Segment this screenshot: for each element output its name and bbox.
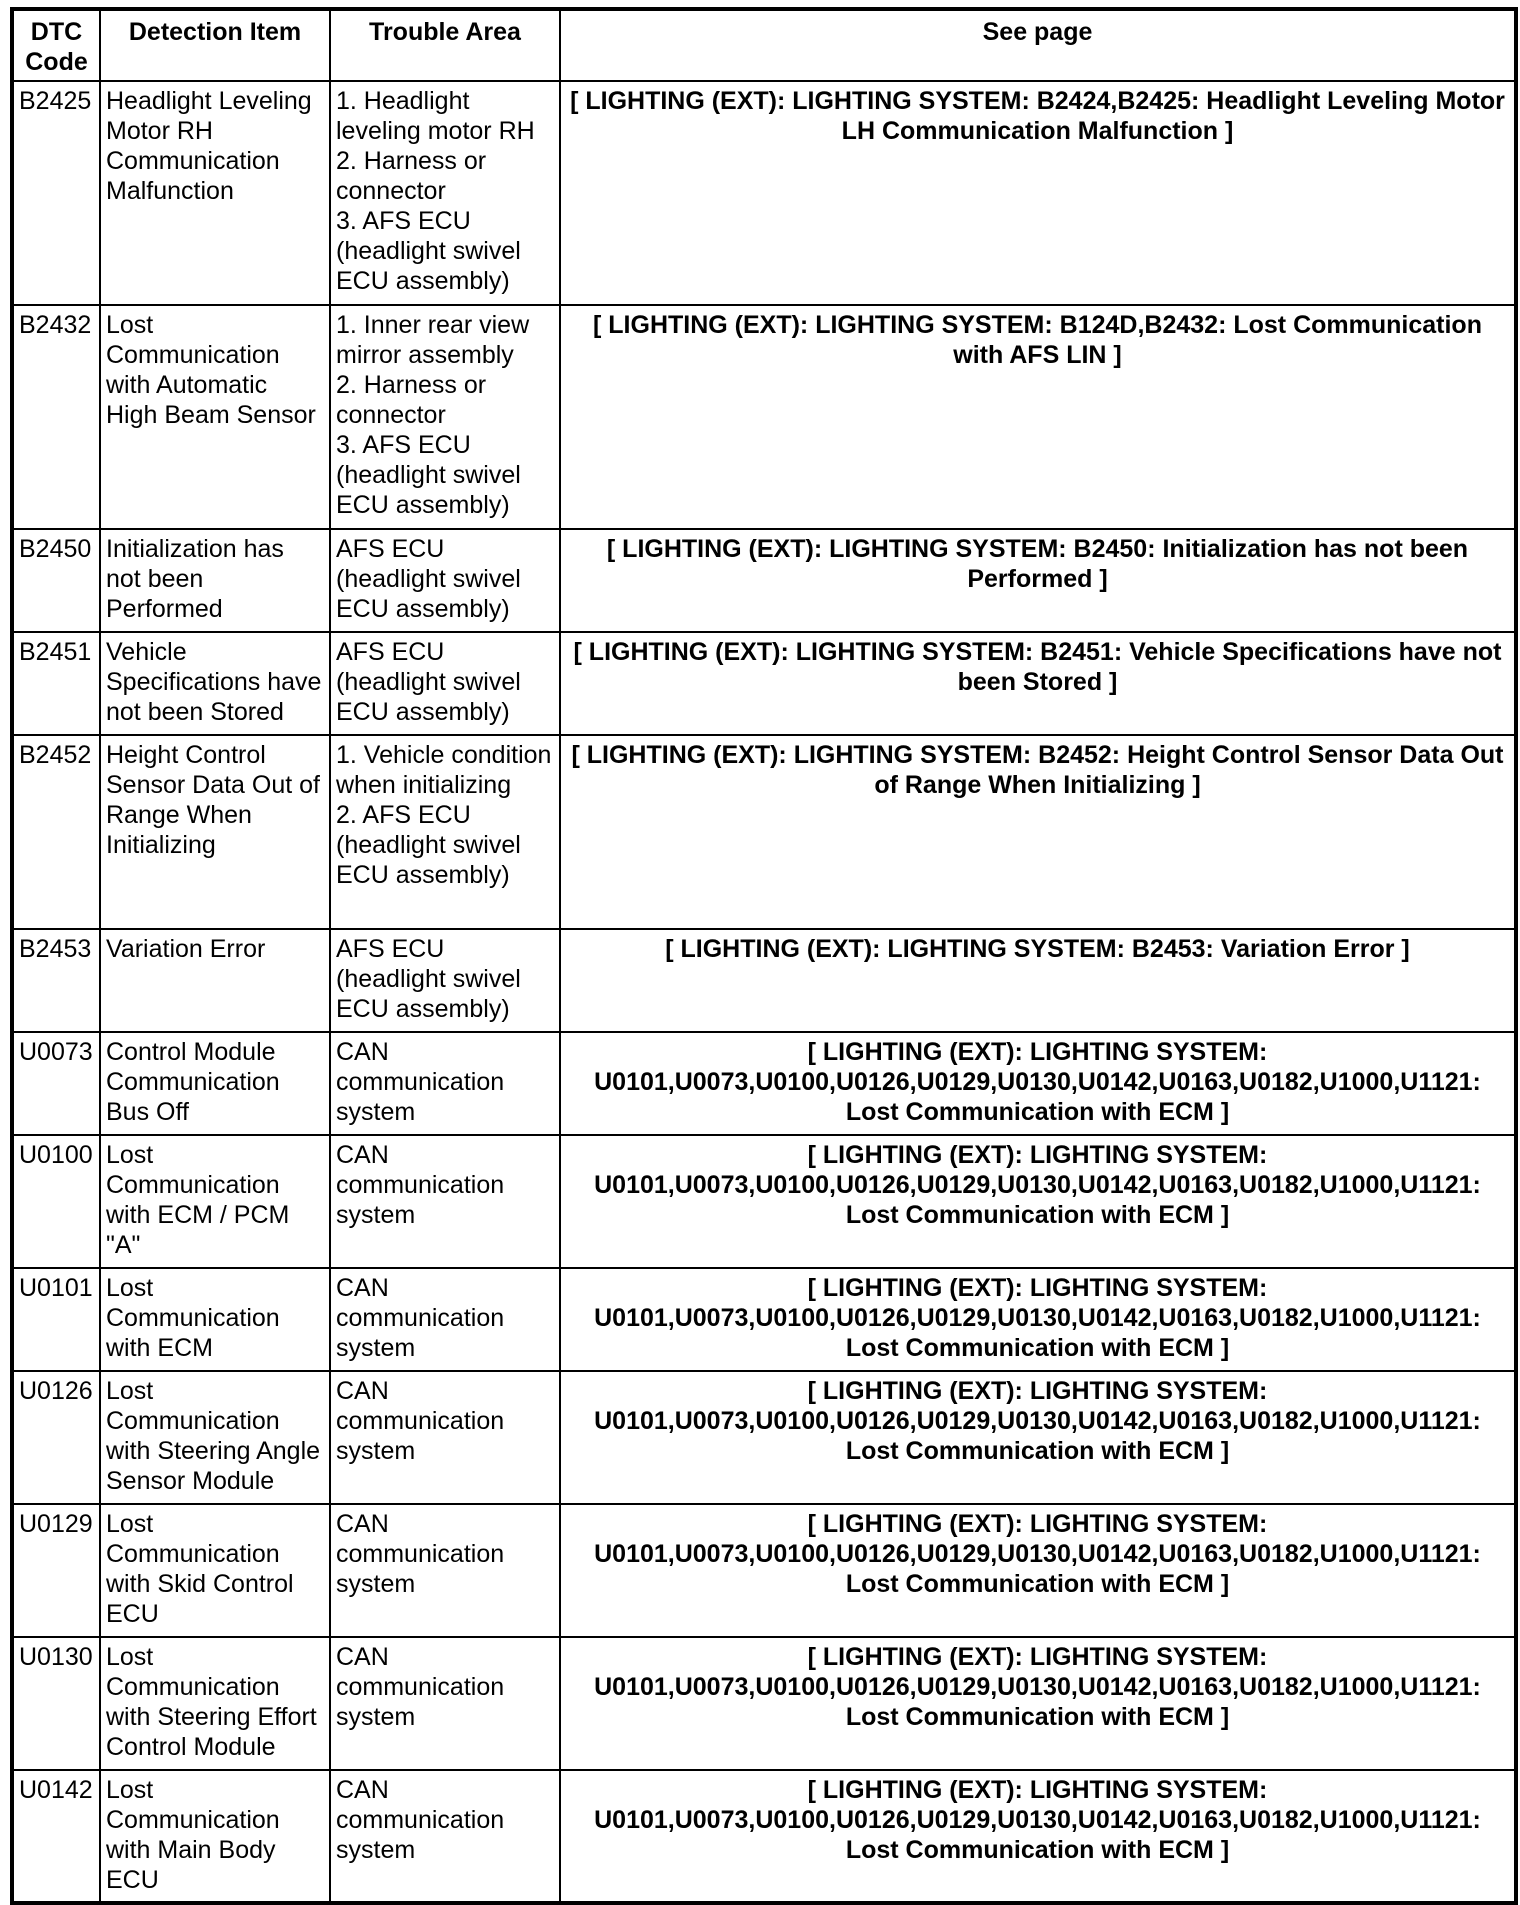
trouble-area-line: 1. Inner rear view mirror assembly bbox=[336, 311, 530, 369]
trouble-area-line: 2. Harness or connector bbox=[336, 371, 487, 429]
trouble-area-cell bbox=[330, 81, 560, 305]
table-body bbox=[12, 81, 1516, 1903]
see-page-link[interactable]: [ LIGHTING (EXT): LIGHTING SYSTEM: U0101,U0073,U0100,U0126,U0129,U0130,U0142,U0163,U0182,U1000,U1121: Lost Communication with ECM ] bbox=[560, 1032, 1516, 1135]
table-row bbox=[12, 305, 1516, 529]
see-page-link[interactable]: [ LIGHTING (EXT): LIGHTING SYSTEM: U0101,U0073,U0100,U0126,U0129,U0130,U0142,U0163,U0182,U1000,U1121: Lost Communication with ECM ] bbox=[560, 1135, 1516, 1268]
trouble-area-cell bbox=[330, 1268, 560, 1371]
dtc-table bbox=[10, 7, 1518, 1905]
detection-item-cell: Lost Communication with ECM / PCM "A" bbox=[100, 1135, 330, 1268]
table-row bbox=[12, 1637, 1516, 1770]
detection-item-cell: Lost Communication with Steering Effort Control Module bbox=[100, 1637, 330, 1770]
table-row bbox=[12, 929, 1516, 1032]
trouble-area-line: 1. Headlight leveling motor RH bbox=[336, 87, 535, 145]
dtc-code-cell: B2453 bbox=[12, 929, 100, 1032]
trouble-area-line: CAN communication system bbox=[336, 1643, 505, 1731]
detection-item-cell: Lost Communication with Main Body ECU bbox=[100, 1770, 330, 1903]
table-row bbox=[12, 735, 1516, 929]
see-page-link[interactable]: [ LIGHTING (EXT): LIGHTING SYSTEM: U0101,U0073,U0100,U0126,U0129,U0130,U0142,U0163,U0182,U1000,U1121: Lost Communication with ECM ] bbox=[560, 1371, 1516, 1504]
trouble-area-cell bbox=[330, 1371, 560, 1504]
see-page-link[interactable]: [ LIGHTING (EXT): LIGHTING SYSTEM: U0101,U0073,U0100,U0126,U0129,U0130,U0142,U0163,U0182,U1000,U1121: Lost Communication with ECM ] bbox=[560, 1637, 1516, 1770]
see-page-link[interactable]: [ LIGHTING (EXT): LIGHTING SYSTEM: B2451: Vehicle Specifications have not been Stored ] bbox=[560, 632, 1516, 735]
trouble-area-cell bbox=[330, 1770, 560, 1903]
detection-item-cell: Lost Communication with ECM bbox=[100, 1268, 330, 1371]
trouble-area-line: AFS ECU (headlight swivel ECU assembly) bbox=[336, 935, 521, 1023]
header-dtc-code: DTC Code bbox=[12, 9, 100, 81]
dtc-code-cell: U0126 bbox=[12, 1371, 100, 1504]
dtc-code-cell: U0073 bbox=[12, 1032, 100, 1135]
detection-item-cell: Headlight Leveling Motor RH Communication Malfunction bbox=[100, 81, 330, 305]
table-row bbox=[12, 1770, 1516, 1903]
table-row bbox=[12, 1135, 1516, 1268]
trouble-area-line: AFS ECU (headlight swivel ECU assembly) bbox=[336, 638, 521, 726]
dtc-code-cell: U0101 bbox=[12, 1268, 100, 1371]
trouble-area-line: 3. AFS ECU (headlight swivel ECU assembly) bbox=[336, 207, 521, 295]
table-row bbox=[12, 81, 1516, 305]
header-trouble-area: Trouble Area bbox=[330, 9, 560, 81]
dtc-code-cell: U0129 bbox=[12, 1504, 100, 1637]
dtc-code-cell: B2452 bbox=[12, 735, 100, 929]
table-row bbox=[12, 1371, 1516, 1504]
see-page-link[interactable]: [ LIGHTING (EXT): LIGHTING SYSTEM: B2453: Variation Error ] bbox=[560, 929, 1516, 1032]
table-row bbox=[12, 632, 1516, 735]
detection-item-cell: Lost Communication with Skid Control ECU bbox=[100, 1504, 330, 1637]
table-row bbox=[12, 1268, 1516, 1371]
trouble-area-cell bbox=[330, 1135, 560, 1268]
trouble-area-line: 3. AFS ECU (headlight swivel ECU assembly) bbox=[336, 431, 521, 519]
dtc-code-cell: U0142 bbox=[12, 1770, 100, 1903]
trouble-area-cell bbox=[330, 929, 560, 1032]
detection-item-cell: Variation Error bbox=[100, 929, 330, 1032]
dtc-code-cell: B2451 bbox=[12, 632, 100, 735]
detection-item-cell: Vehicle Specifications have not been Stored bbox=[100, 632, 330, 735]
trouble-area-cell bbox=[330, 1637, 560, 1770]
trouble-area-line: CAN communication system bbox=[336, 1776, 505, 1864]
dtc-code-cell: B2450 bbox=[12, 529, 100, 632]
see-page-link[interactable]: [ LIGHTING (EXT): LIGHTING SYSTEM: B2424,B2425: Headlight Leveling Motor LH Communication Malfunction ] bbox=[560, 81, 1516, 305]
trouble-area-line: 1. Vehicle condition when initializing bbox=[336, 741, 552, 799]
see-page-link[interactable]: [ LIGHTING (EXT): LIGHTING SYSTEM: B124D,B2432: Lost Communication with AFS LIN ] bbox=[560, 305, 1516, 529]
dtc-code-cell: B2432 bbox=[12, 305, 100, 529]
detection-item-cell: Lost Communication with Steering Angle Sensor Module bbox=[100, 1371, 330, 1504]
trouble-area-line: 2. Harness or connector bbox=[336, 147, 487, 205]
see-page-link[interactable]: [ LIGHTING (EXT): LIGHTING SYSTEM: B2450: Initialization has not been Performed ] bbox=[560, 529, 1516, 632]
table-row bbox=[12, 1032, 1516, 1135]
trouble-area-line: AFS ECU (headlight swivel ECU assembly) bbox=[336, 535, 521, 623]
trouble-area-cell bbox=[330, 735, 560, 929]
trouble-area-cell bbox=[330, 529, 560, 632]
trouble-area-cell bbox=[330, 632, 560, 735]
header-detection-item: Detection Item bbox=[100, 9, 330, 81]
detection-item-cell: Initialization has not been Performed bbox=[100, 529, 330, 632]
see-page-link[interactable]: [ LIGHTING (EXT): LIGHTING SYSTEM: U0101,U0073,U0100,U0126,U0129,U0130,U0142,U0163,U0182,U1000,U1121: Lost Communication with ECM ] bbox=[560, 1268, 1516, 1371]
see-page-link[interactable]: [ LIGHTING (EXT): LIGHTING SYSTEM: B2452: Height Control Sensor Data Out of Range When Initializing ] bbox=[560, 735, 1516, 929]
dtc-code-cell: B2425 bbox=[12, 81, 100, 305]
see-page-link[interactable]: [ LIGHTING (EXT): LIGHTING SYSTEM: U0101,U0073,U0100,U0126,U0129,U0130,U0142,U0163,U0182,U1000,U1121: Lost Communication with ECM ] bbox=[560, 1504, 1516, 1637]
dtc-code-cell: U0130 bbox=[12, 1637, 100, 1770]
dtc-code-cell: U0100 bbox=[12, 1135, 100, 1268]
see-page-link[interactable]: [ LIGHTING (EXT): LIGHTING SYSTEM: U0101,U0073,U0100,U0126,U0129,U0130,U0142,U0163,U0182,U1000,U1121: Lost Communication with ECM ] bbox=[560, 1770, 1516, 1903]
table-row bbox=[12, 1504, 1516, 1637]
trouble-area-line: CAN communication system bbox=[336, 1038, 505, 1126]
trouble-area-cell bbox=[330, 1504, 560, 1637]
trouble-area-line: CAN communication system bbox=[336, 1274, 505, 1362]
detection-item-cell: Height Control Sensor Data Out of Range When Initializing bbox=[100, 735, 330, 929]
trouble-area-line: CAN communication system bbox=[336, 1141, 505, 1229]
trouble-area-cell bbox=[330, 1032, 560, 1135]
header-row bbox=[12, 9, 1516, 81]
trouble-area-cell bbox=[330, 305, 560, 529]
table-row bbox=[12, 529, 1516, 632]
trouble-area-line: CAN communication system bbox=[336, 1510, 505, 1598]
header-see-page: See page bbox=[560, 9, 1516, 81]
trouble-area-line: 2. AFS ECU (headlight swivel ECU assembly) bbox=[336, 801, 521, 889]
trouble-area-line: CAN communication system bbox=[336, 1377, 505, 1465]
detection-item-cell: Lost Communication with Automatic High Beam Sensor bbox=[100, 305, 330, 529]
detection-item-cell: Control Module Communication Bus Off bbox=[100, 1032, 330, 1135]
